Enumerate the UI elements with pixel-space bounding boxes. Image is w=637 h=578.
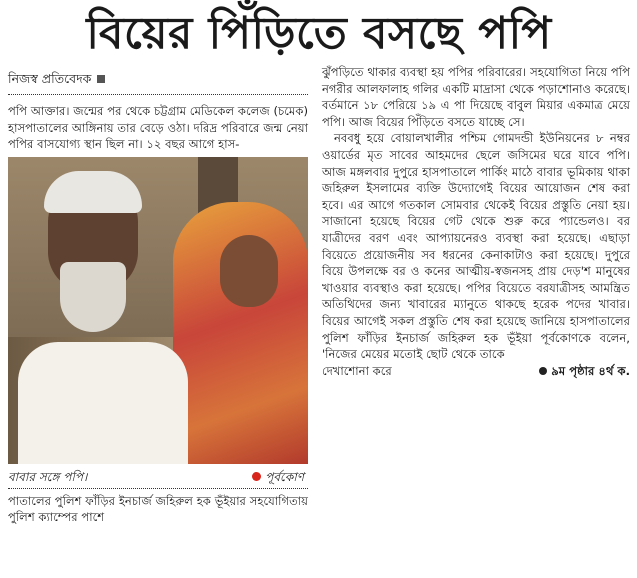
photo-man-hair — [44, 171, 142, 213]
continued-on-page-text: ৯ম পৃষ্ঠার ৪র্থ ক. — [551, 363, 630, 378]
right-last-line: দেখাশোনা করে — [322, 363, 392, 378]
red-dot-icon — [252, 472, 261, 481]
right-column — [322, 64, 630, 379]
photo-woman-face — [220, 235, 278, 307]
headline: বিয়ের পিঁড়িতে বসছে পপি — [86, 8, 552, 59]
left-paragraph-2: পাতালের পুলিশ ফাঁড়ির ইনচার্জ জহিরুল হক ভূঁইয়ার সহযোগিতায় পুলিশ ক্যাম্পের পাশে — [8, 493, 308, 525]
photo-credit — [252, 468, 304, 486]
photo-man-shirt — [18, 342, 188, 464]
byline-divider — [8, 94, 308, 95]
left-column — [8, 70, 308, 526]
byline — [8, 70, 308, 88]
left-paragraph-1: পপি আক্তার। জন্মের পর থেকে চট্টগ্রাম মেডিকেল কলেজ (চমেক) হাসপাতালের আঙ্গিনায় তার বেড়ে ওঠা। দরিদ্র পরিবারে জন্ম নেয়া পপির বাসযোগ্য স্থান ছিল না। ১২ বছর আগে হাস- — [8, 104, 308, 152]
photo-man-beard — [60, 262, 126, 332]
news-photo — [8, 157, 308, 464]
photo-credit-text: পূর্বকোণ — [265, 469, 304, 484]
right-paragraph-2: নববধু হয়ে বোয়ালখালীর পশ্চিম গোমদন্ডী ইউনিয়নের ৮ নম্বর ওয়ার্ডের মৃত সাবের আহমদের ছেলে জসিমের ঘরে যাবে পপি। আজ মঙ্গলবার দুপুরে হাসপাতালে পার্কিং মাঠে বাবার ভূমিকায় থাকা জহিরুল ইসলামের ব্যক্তি উদ্যোগেই বিয়ের আয়োজন শেষ করা হবে। এর আগে গতকাল সোমবার থেকেই বিয়ের প্রস্তুতি নেয়া হয়। সাজানো হয়েছে বিয়ের গেট থেকে শুরু করে প্যান্ডেলও। বর যাত্রীদের বরণ এবং আপ্যায়নেরও ব্যবস্থা করা হয়েছে। এছাড়া বিয়েতে প্রয়োজনীয় সব ধরনের কেনাকাটাও করা হয়েছে। দুপুরে বিয়ে উপলক্ষে বর ও কনের আত্মীয়-স্বজনসহ প্রায় দেড়'শ মানুষের খাওয়ার ব্যবস্থাও করা হয়েছে। পপির বিয়েতে বরযাত্রীসহ আমন্ত্রিত অতিথিদের জন্য খাবারের ম্যানুতে থাকছে হরেক পদের খাবার। বিয়ের আগেই সকল প্রস্তুতি শেষ করা হয়েছে জানিয়ে হাসপাতালের পুলিশ ফাঁড়ির ইনচার্জ জহিরুল হক ভূঁইয়া পূর্বকোণকে বলেন, 'নিজের মেয়ের মতোই ছোট থেকে তাকে — [322, 131, 630, 362]
right-paragraph-1: ঝুঁপড়িতে থাকার ব্যবস্থা হয় পপির পরিবারের। সহযোগিতা নিয়ে পপি নগরীর আলফালাহ গলির একটি মাদ্রাসা থেকে পড়াশোনাও করেছে। বর্তমানে ১৮ পেরিয়ে ১৯ এ পা দিয়েছে বাবুল মিয়ার একমাত্র মেয়ে পপি। আজ বিয়ের পিঁড়িতে বসতে যাচ্ছে সে। — [322, 65, 630, 129]
caption-divider — [8, 488, 308, 489]
continuation-row — [322, 363, 630, 380]
bullet-icon — [539, 367, 547, 375]
byline-text: নিজস্ব প্রতিবেদক — [8, 71, 92, 86]
photo-caption: বাবার সঙ্গে পপি। — [8, 469, 88, 484]
square-bullet-icon — [97, 75, 105, 83]
photo-caption-row — [8, 468, 308, 486]
continued-on-page[interactable] — [539, 363, 630, 380]
